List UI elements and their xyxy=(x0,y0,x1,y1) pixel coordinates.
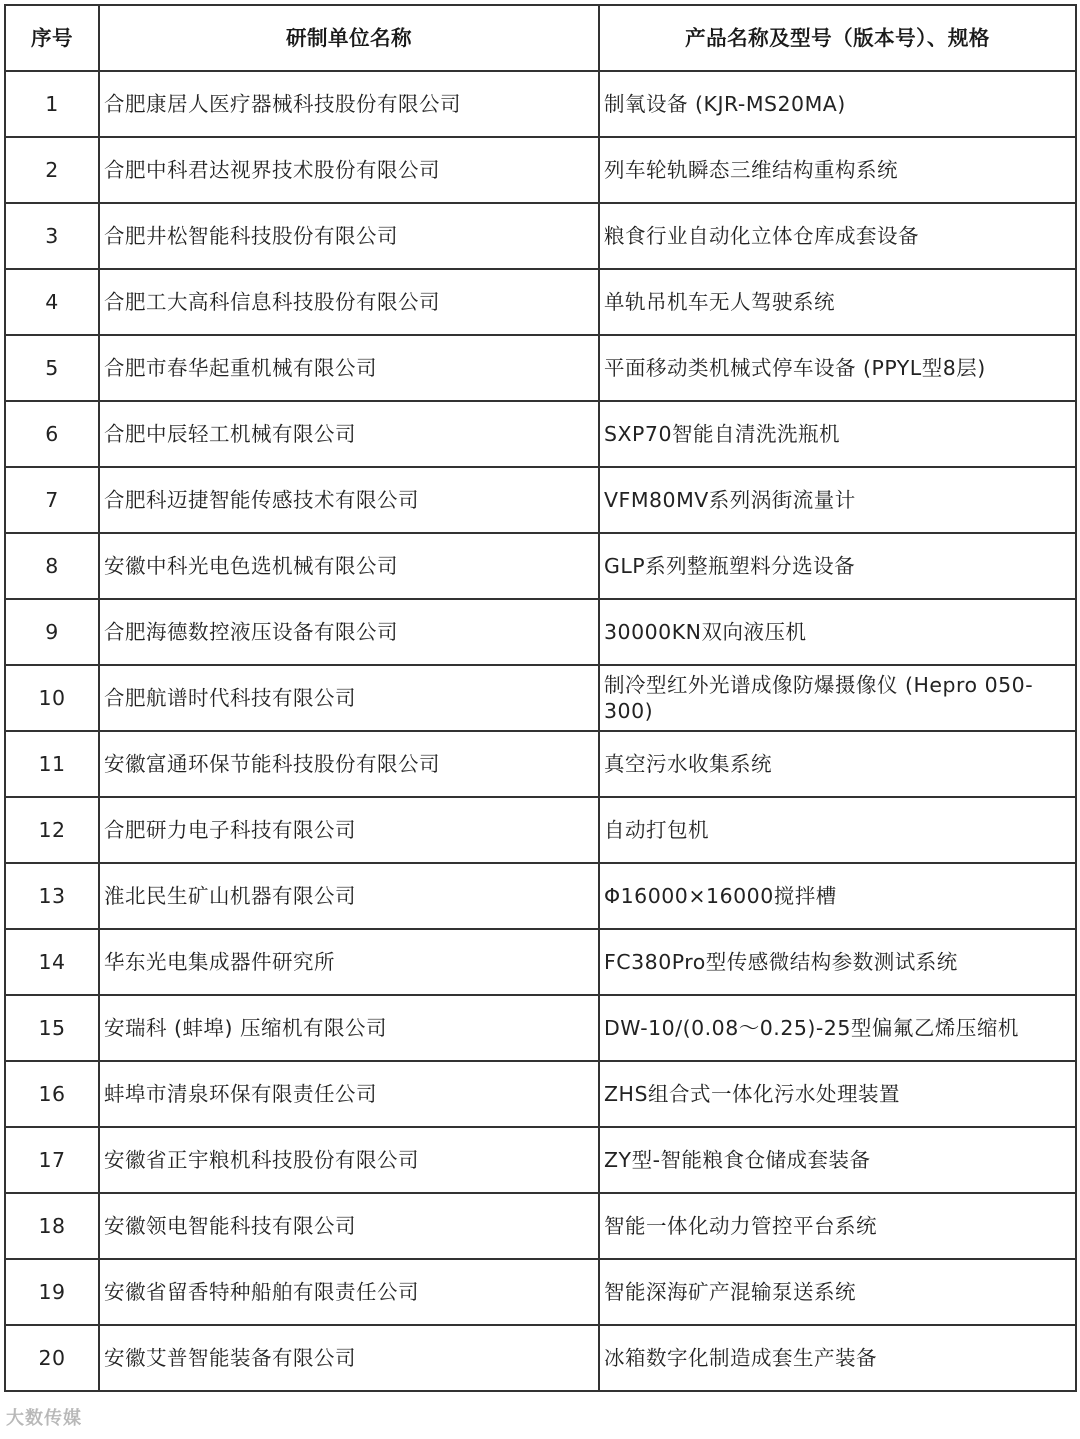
row-index: 3 xyxy=(5,203,99,269)
row-index: 8 xyxy=(5,533,99,599)
row-product-name: Φ16000×16000搅拌槽 xyxy=(599,863,1076,929)
table-row xyxy=(5,929,1076,995)
row-product-name: ZHS组合式一体化污水处理装置 xyxy=(599,1061,1076,1127)
table-header-row xyxy=(5,5,1076,71)
row-unit-name: 合肥市春华起重机械有限公司 xyxy=(99,335,599,401)
row-product-name: 30000KN双向液压机 xyxy=(599,599,1076,665)
row-product-name: 智能一体化动力管控平台系统 xyxy=(599,1193,1076,1259)
row-index: 10 xyxy=(5,665,99,731)
table-row xyxy=(5,467,1076,533)
row-product-name: VFM80MV系列涡街流量计 xyxy=(599,467,1076,533)
table-row xyxy=(5,665,1076,731)
row-index: 4 xyxy=(5,269,99,335)
table-row xyxy=(5,137,1076,203)
row-product-name: 真空污水收集系统 xyxy=(599,731,1076,797)
header-index: 序号 xyxy=(5,5,99,71)
row-index: 11 xyxy=(5,731,99,797)
table-row xyxy=(5,599,1076,665)
row-product-name: 智能深海矿产混输泵送系统 xyxy=(599,1259,1076,1325)
header-unit: 研制单位名称 xyxy=(99,5,599,71)
row-unit-name: 安徽富通环保节能科技股份有限公司 xyxy=(99,731,599,797)
row-product-name: GLP系列整瓶塑料分选设备 xyxy=(599,533,1076,599)
row-index: 5 xyxy=(5,335,99,401)
table-row xyxy=(5,533,1076,599)
row-index: 1 xyxy=(5,71,99,137)
table-row xyxy=(5,401,1076,467)
row-index: 7 xyxy=(5,467,99,533)
row-unit-name: 合肥井松智能科技股份有限公司 xyxy=(99,203,599,269)
watermark-logo: 大数传媒 xyxy=(6,1408,82,1429)
row-product-name: FC380Pro型传感微结构参数测试系统 xyxy=(599,929,1076,995)
table-row xyxy=(5,797,1076,863)
row-index: 18 xyxy=(5,1193,99,1259)
row-index: 12 xyxy=(5,797,99,863)
row-unit-name: 安徽省正宇粮机科技股份有限公司 xyxy=(99,1127,599,1193)
table-row xyxy=(5,995,1076,1061)
row-product-name: DW-10/(0.08～0.25)-25型偏氟乙烯压缩机 xyxy=(599,995,1076,1061)
row-product-name: 冰箱数字化制造成套生产装备 xyxy=(599,1325,1076,1391)
table-row xyxy=(5,1061,1076,1127)
table-row xyxy=(5,1259,1076,1325)
table-row xyxy=(5,1193,1076,1259)
row-product-name: 粮食行业自动化立体仓库成套设备 xyxy=(599,203,1076,269)
table-row xyxy=(5,203,1076,269)
row-index: 6 xyxy=(5,401,99,467)
table-row xyxy=(5,335,1076,401)
row-unit-name: 合肥中辰轻工机械有限公司 xyxy=(99,401,599,467)
product-table xyxy=(4,4,1077,1392)
row-unit-name: 蚌埠市清泉环保有限责任公司 xyxy=(99,1061,599,1127)
table-body xyxy=(5,71,1076,1391)
table-row xyxy=(5,71,1076,137)
row-unit-name: 合肥中科君达视界技术股份有限公司 xyxy=(99,137,599,203)
table-row xyxy=(5,269,1076,335)
row-index: 16 xyxy=(5,1061,99,1127)
row-index: 17 xyxy=(5,1127,99,1193)
row-product-name: 制冷型红外光谱成像防爆摄像仪 (Hepro 050-300) xyxy=(599,665,1076,731)
row-index: 13 xyxy=(5,863,99,929)
row-unit-name: 合肥研力电子科技有限公司 xyxy=(99,797,599,863)
row-unit-name: 安徽领电智能科技有限公司 xyxy=(99,1193,599,1259)
row-unit-name: 安瑞科 (蚌埠) 压缩机有限公司 xyxy=(99,995,599,1061)
row-product-name: 平面移动类机械式停车设备 (PPYL型8层) xyxy=(599,335,1076,401)
table-row xyxy=(5,1325,1076,1391)
row-unit-name: 合肥康居人医疗器械科技股份有限公司 xyxy=(99,71,599,137)
row-unit-name: 合肥工大高科信息科技股份有限公司 xyxy=(99,269,599,335)
row-unit-name: 合肥科迈捷智能传感技术有限公司 xyxy=(99,467,599,533)
row-index: 9 xyxy=(5,599,99,665)
row-product-name: 单轨吊机车无人驾驶系统 xyxy=(599,269,1076,335)
row-index: 15 xyxy=(5,995,99,1061)
header-product: 产品名称及型号（版本号）、规格 xyxy=(599,5,1076,71)
table-row xyxy=(5,731,1076,797)
row-unit-name: 安徽中科光电色选机械有限公司 xyxy=(99,533,599,599)
row-index: 14 xyxy=(5,929,99,995)
row-unit-name: 合肥海德数控液压设备有限公司 xyxy=(99,599,599,665)
table-row xyxy=(5,1127,1076,1193)
row-unit-name: 华东光电集成器件研究所 xyxy=(99,929,599,995)
row-index: 19 xyxy=(5,1259,99,1325)
row-index: 20 xyxy=(5,1325,99,1391)
row-product-name: 自动打包机 xyxy=(599,797,1076,863)
row-unit-name: 合肥航谱时代科技有限公司 xyxy=(99,665,599,731)
row-index: 2 xyxy=(5,137,99,203)
row-unit-name: 安徽省留香特种船舶有限责任公司 xyxy=(99,1259,599,1325)
table-row xyxy=(5,863,1076,929)
row-product-name: 制氧设备 (KJR-MS20MA) xyxy=(599,71,1076,137)
row-product-name: SXP70智能自清洗洗瓶机 xyxy=(599,401,1076,467)
row-product-name: 列车轮轨瞬态三维结构重构系统 xyxy=(599,137,1076,203)
row-unit-name: 安徽艾普智能装备有限公司 xyxy=(99,1325,599,1391)
row-unit-name: 淮北民生矿山机器有限公司 xyxy=(99,863,599,929)
row-product-name: ZY型-智能粮食仓储成套装备 xyxy=(599,1127,1076,1193)
